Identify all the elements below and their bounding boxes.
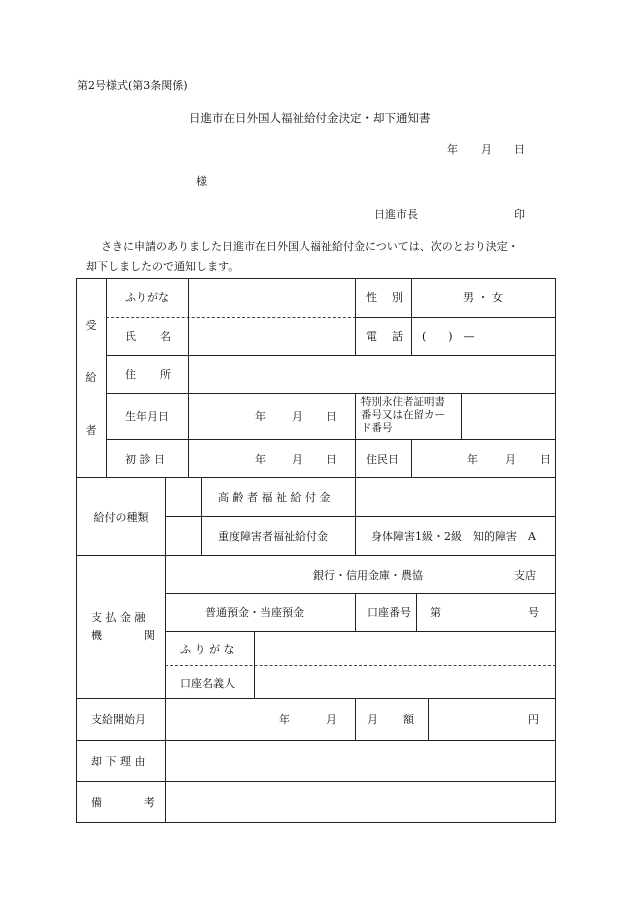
account-number-label: 口座番号 bbox=[367, 606, 411, 619]
furigana-label: ふりがな bbox=[125, 291, 169, 304]
name-label-1: 氏 bbox=[125, 330, 136, 343]
yen-unit: 円 bbox=[528, 713, 539, 726]
remarks-label-2: 考 bbox=[144, 796, 155, 809]
resident-year-label: 年 bbox=[467, 453, 478, 466]
row-line-birth-bottom bbox=[106, 439, 556, 440]
account-number-suffix: 号 bbox=[528, 606, 539, 619]
row-line-bank-2 bbox=[165, 631, 556, 632]
row-line-remarks-top bbox=[76, 781, 556, 782]
col-line-label bbox=[188, 278, 189, 478]
first-visit-label: 初 診 日 bbox=[125, 453, 165, 466]
resident-day-label: 日 bbox=[540, 453, 551, 466]
birth-year-label: 年 bbox=[255, 410, 266, 423]
bank-label-line1: 支 払 金 融 bbox=[91, 611, 146, 624]
address-label-2: 所 bbox=[160, 368, 171, 381]
col-line-monthly-b bbox=[428, 698, 429, 741]
gender-label-2: 別 bbox=[392, 291, 403, 304]
date-day-label: 日 bbox=[514, 143, 525, 156]
benefit-elderly: 高 齢 者 福 祉 給 付 金 bbox=[218, 491, 331, 504]
intro-text-line2: 却下しましたので通知します。 bbox=[86, 260, 240, 273]
phone-label-1: 電 bbox=[366, 330, 377, 343]
rejection-reason-label: 却 下 理 由 bbox=[91, 755, 146, 768]
branch-label: 支店 bbox=[514, 569, 536, 582]
col-line-monthly-a bbox=[355, 698, 356, 741]
row-line-address-bottom bbox=[106, 393, 556, 394]
col-line-recipient bbox=[106, 278, 107, 478]
table-border-top bbox=[76, 278, 556, 279]
remarks-label-1: 備 bbox=[91, 796, 102, 809]
table-border-left bbox=[76, 278, 77, 823]
address-label-1: 住 bbox=[125, 368, 136, 381]
account-number-prefix: 第 bbox=[430, 606, 441, 619]
table-border-right bbox=[555, 278, 556, 823]
recipient-label-2: 給 bbox=[85, 371, 97, 384]
permit-line-3: ド番号 bbox=[361, 422, 393, 434]
row-line-name-bottom bbox=[106, 355, 556, 356]
form-number: 第2号様式(第3条関係) bbox=[77, 79, 188, 92]
col-line-account-b bbox=[416, 593, 417, 632]
start-month-label: 支給開始月 bbox=[91, 713, 146, 726]
form-title: 日進市在日外国人福祉給付金決定・却下通知書 bbox=[189, 111, 431, 125]
seal-mark: 印 bbox=[514, 208, 525, 221]
birth-month-label: 月 bbox=[292, 410, 303, 423]
row-line-gender-bottom bbox=[355, 317, 556, 318]
col-line-gender-b bbox=[411, 278, 412, 356]
account-holder-label: 口座名義人 bbox=[180, 677, 235, 690]
birth-day-label: 日 bbox=[326, 410, 337, 423]
col-line-permit-a bbox=[355, 393, 356, 478]
date-month-label: 月 bbox=[481, 143, 492, 156]
row-line-bank-top bbox=[76, 555, 556, 556]
bank-label-2a: 機 bbox=[91, 629, 102, 642]
bank-types: 銀行・信用金庫・農協 bbox=[313, 569, 423, 582]
col-line-permit-b bbox=[461, 393, 462, 440]
name-label-2: 名 bbox=[160, 330, 171, 343]
permit-number-label bbox=[361, 396, 459, 435]
row-line-benefit-top bbox=[76, 477, 556, 478]
recipient-label-3: 者 bbox=[85, 424, 97, 437]
resident-month-label: 月 bbox=[505, 453, 516, 466]
account-furigana-label: ふ り が な bbox=[180, 643, 235, 656]
permit-line-1: 特別永住者証明書 bbox=[361, 396, 445, 408]
col-line-main-label bbox=[165, 477, 166, 823]
visit-month-label: 月 bbox=[292, 453, 303, 466]
dash-line-furigana bbox=[106, 317, 356, 318]
intro-text-line1: さきに申請のありました日進市在日外国人福祉給付金については、次のとおり決定・ bbox=[101, 240, 519, 253]
visit-year-label: 年 bbox=[255, 453, 266, 466]
col-line-resident bbox=[411, 439, 412, 478]
disability-note: 身体障害1級・2級 知的障害 A bbox=[371, 530, 536, 543]
bank-label-2b: 関 bbox=[144, 629, 155, 642]
issuer-name: 日進市長 bbox=[374, 208, 418, 221]
row-line-bank-1 bbox=[165, 593, 556, 594]
benefit-type-label: 給付の種類 bbox=[93, 511, 149, 524]
row-line-start-top bbox=[76, 698, 556, 699]
gender-value: 男 ・ 女 bbox=[463, 291, 503, 304]
monthly-amount-label-2: 額 bbox=[403, 713, 414, 726]
row-line-reason-top bbox=[76, 740, 556, 741]
recipient-suffix: 様 bbox=[196, 175, 207, 188]
start-month-unit: 月 bbox=[326, 713, 337, 726]
birthdate-label: 生年月日 bbox=[125, 410, 169, 423]
col-line-account-a bbox=[355, 593, 356, 632]
start-year-label: 年 bbox=[279, 713, 290, 726]
gender-label-1: 性 bbox=[366, 291, 377, 304]
resident-date-label: 住民日 bbox=[366, 453, 399, 466]
table-border-bottom bbox=[76, 822, 556, 823]
phone-label-2: 話 bbox=[392, 330, 403, 343]
benefit-disabled: 重度障害者福祉給付金 bbox=[218, 530, 328, 543]
col-line-gender-a bbox=[355, 278, 356, 356]
deposit-type: 普通預金・当座預金 bbox=[205, 606, 304, 619]
dash-line-holder bbox=[165, 665, 556, 666]
phone-value: ( ) — bbox=[422, 330, 475, 343]
date-year-label: 年 bbox=[447, 143, 458, 156]
permit-line-2: 番号又は在留カー bbox=[361, 409, 445, 421]
row-line-benefit-mid bbox=[165, 516, 556, 517]
monthly-amount-label-1: 月 bbox=[367, 713, 378, 726]
visit-day-label: 日 bbox=[326, 453, 337, 466]
recipient-label-1: 受 bbox=[85, 319, 97, 332]
